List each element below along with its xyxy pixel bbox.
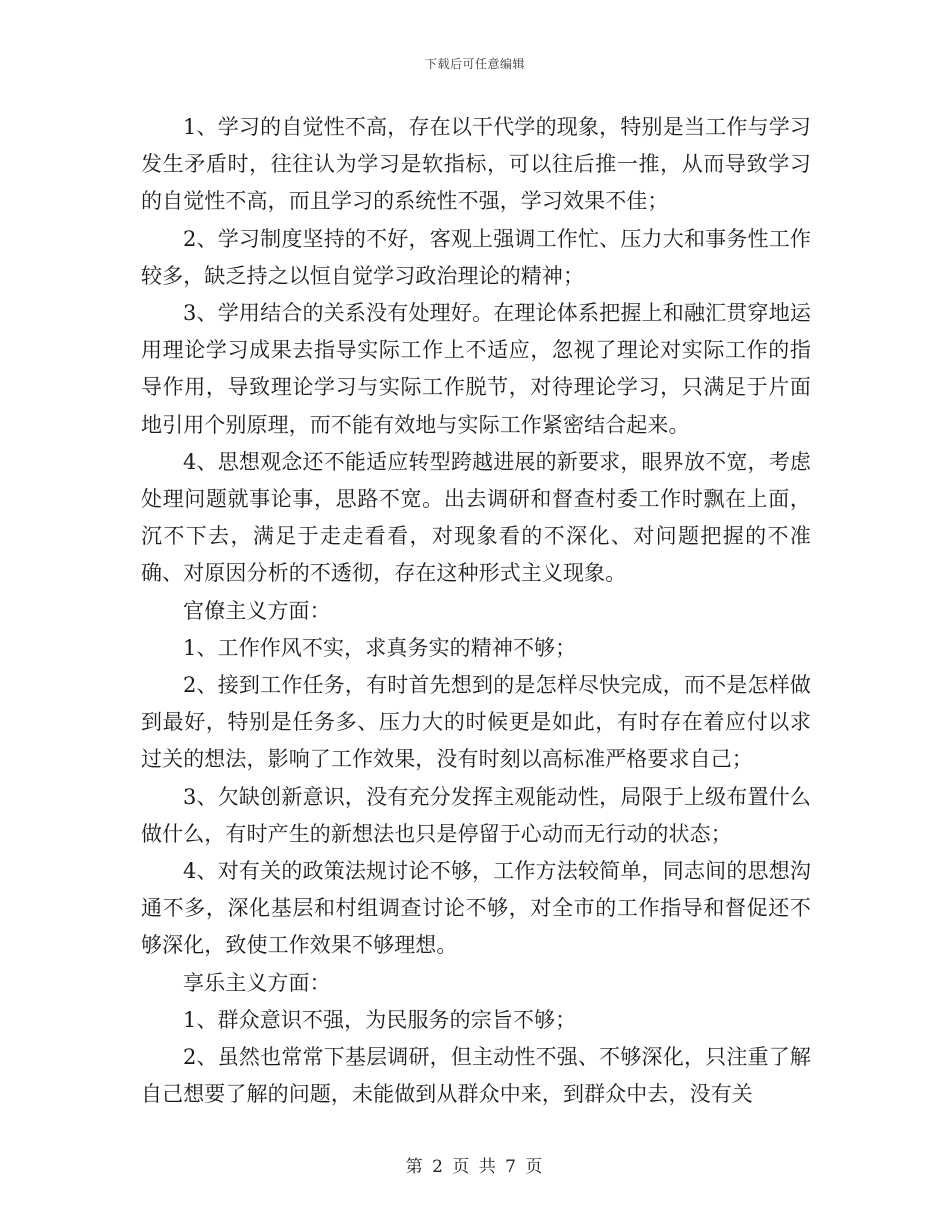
paragraph: 2、接到工作任务，有时首先想到的是怎样尽快完成，而不是怎样做到最好，特别是任务多、压力大的时候更是如此，有时存在着应付以求过关的想法，影响了工作效果，没有时刻以高标准严格要求自己； — [141, 673, 811, 772]
paragraph: 2、学习制度坚持的不好，客观上强调工作忙、压力大和事务性工作较多，缺乏持之以恒自觉学习政治理论的精神； — [141, 226, 811, 288]
section-heading: 享乐主义方面： — [183, 970, 331, 995]
paragraph: 1、群众意识不强，为民服务的宗旨不够； — [183, 1007, 577, 1032]
section-heading: 官僚主义方面： — [183, 598, 331, 623]
paragraph: 4、思想观念还不能适应转型跨越进展的新要求，眼界放不宽，考虑处理问题就事论事，思路不宽。出去调研和督查村委工作时飘在上面，沉不下去，满足于走走看看，对现象看的不深化、对问题把握的不准确、对原因分析的不透彻，存在这种形式主义现象。 — [141, 449, 811, 586]
document-body — [141, 109, 811, 1113]
paragraph: 3、学用结合的关系没有处理好。在理论体系把握上和融汇贯穿地运用理论学习成果去指导实际工作上不适应，忽视了理论对实际工作的指导作用，导致理论学习与实际工作脱节，对待理论学习，只满足于片面地引用个别原理，而不能有效地与实际工作紧密结合起来。 — [141, 301, 811, 437]
paragraph: 1、学习的自觉性不高，存在以干代学的现象，特别是当工作与学习发生矛盾时，往往认为学习是软指标，可以往后推一推，从而导致学习的自觉性不高，而且学习的系统性不强，学习效果不佳； — [141, 115, 811, 214]
paragraph: 2、虽然也常常下基层调研，但主动性不强、不够深化，只注重了解自己想要了解的问题，未能做到从群众中来，到群众中去，没有关 — [141, 1045, 811, 1107]
paragraph: 3、欠缺创新意识，没有充分发挥主观能动性，局限于上级布置什么做什么，有时产生的新想法也只是停留于心动而无行动的状态； — [141, 784, 811, 846]
page-number-footer: 第 2 页 共 7 页 — [405, 1157, 545, 1177]
page-header: 下载后可任意编辑 — [424, 57, 525, 71]
paragraph: 4、对有关的政策法规讨论不够，工作方法较简单，同志间的思想沟通不多，深化基层和村组调查讨论不够，对全市的工作指导和督促还不够深化，致使工作效果不够理想。 — [141, 859, 811, 958]
paragraph: 1、工作作风不实，求真务实的精神不够； — [183, 635, 577, 660]
